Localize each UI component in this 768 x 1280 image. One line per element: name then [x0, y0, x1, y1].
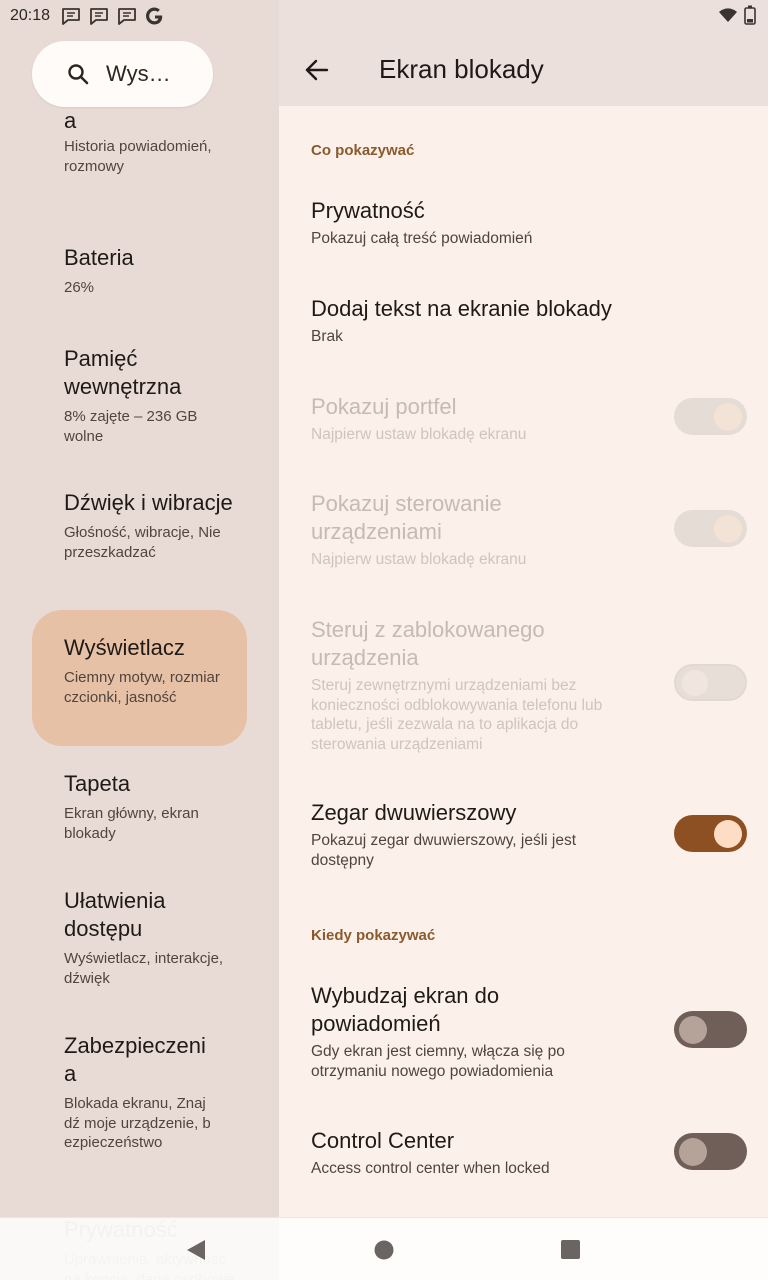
nav-item-sub: Wyświetlacz, interakcje, dźwięk [64, 950, 224, 987]
nav-item-title: Ułatwienia dostępu [64, 888, 166, 941]
search-label: Wys… [106, 61, 171, 86]
wallet-toggle [674, 398, 747, 435]
nav-item-display[interactable] [64, 634, 239, 707]
control-center-toggle[interactable] [674, 1133, 747, 1170]
nav-item-security[interactable] [64, 1032, 214, 1153]
status-bar [0, 0, 768, 32]
pref-summary: Pokazuj zegar dwuwierszowy, jeśli jest dostępny [311, 832, 577, 869]
search-settings-button[interactable] [32, 41, 213, 107]
settings-nav-pane [0, 0, 279, 1280]
pref-title: Steruj z zablokowanego urządzenia [311, 617, 545, 670]
pref-summary: Gdy ekran jest ciemny, włącza się po otrzymaniu nowego powiadomienia [311, 1043, 565, 1080]
nav-item-sub: 26% [64, 279, 95, 296]
google-icon [144, 5, 166, 27]
pref-privacy[interactable] [311, 197, 731, 249]
nav-recents-icon[interactable] [561, 1240, 580, 1259]
nav-item-title: Wyświetlacz [64, 635, 185, 660]
nav-item-sound[interactable] [64, 489, 239, 562]
nav-item-title: a [64, 108, 77, 133]
double-clock-toggle[interactable] [674, 815, 747, 852]
nav-home-icon[interactable] [374, 1240, 394, 1260]
nav-item-sub: 8% zajęte – 236 GB wolne [64, 408, 198, 445]
pref-summary: Pokazuj całą treść powiadomień [311, 230, 533, 247]
battery-icon [744, 5, 756, 25]
pref-summary: Najpierw ustaw blokadę ekranu [311, 551, 527, 568]
nav-item-sub: Ekran główny, ekran blokady [64, 805, 199, 842]
pref-double-clock[interactable] [311, 799, 621, 870]
section-header-when: Kiedy pokazywać [311, 927, 436, 944]
nav-item-sub: Historia powiadomień, rozmowy [64, 138, 212, 175]
nav-item-title: Dźwięk i wibracje [64, 490, 233, 515]
pref-add-text[interactable] [311, 295, 731, 347]
pref-title: Pokazuj sterowanie urządzeniami [311, 491, 502, 544]
pref-title: Wybudzaj ekran do powiadomień [311, 983, 500, 1036]
toggle-thumb [679, 1016, 707, 1044]
pref-title: Pokazuj portfel [311, 394, 457, 419]
toggle-thumb [714, 820, 742, 848]
pref-title: Dodaj tekst na ekranie blokady [311, 296, 612, 321]
search-icon [66, 62, 90, 86]
pref-title: Zegar dwuwierszowy [311, 800, 517, 825]
pref-title: Prywatność [311, 198, 425, 223]
pref-control-locked [311, 616, 631, 754]
section-header-what: Co pokazywać [311, 142, 415, 159]
nav-item-accessibility[interactable] [64, 887, 239, 988]
wake-screen-toggle[interactable] [674, 1011, 747, 1048]
pref-wake-screen[interactable] [311, 982, 601, 1081]
message-notification-icon [60, 5, 82, 27]
pref-summary: Brak [311, 328, 343, 345]
nav-item-wallpaper[interactable] [64, 770, 239, 843]
nav-item-sub: Blokada ekranu, Znajdź moje urządzenie, bezpieczeństwo [64, 1095, 211, 1151]
nav-item-battery[interactable] [64, 244, 239, 298]
pref-summary: Najpierw ustaw blokadę ekranu [311, 426, 527, 443]
device-controls-toggle [674, 510, 747, 547]
nav-item-storage[interactable] [64, 345, 239, 446]
nav-item-title: Tapeta [64, 771, 131, 796]
status-time: 20:18 [10, 7, 51, 24]
back-arrow-icon[interactable] [303, 56, 331, 84]
pref-device-controls [311, 490, 571, 570]
control-locked-toggle [674, 664, 747, 701]
nav-item-notifications[interactable] [64, 107, 239, 176]
message-notification-icon [88, 5, 110, 27]
nav-item-title: Pamięć wewnętrzna [64, 346, 182, 399]
nav-item-title: Zabezpieczenia [64, 1033, 206, 1086]
system-status-icons [718, 5, 756, 25]
pref-control-center[interactable] [311, 1127, 641, 1179]
wifi-icon [718, 6, 738, 24]
pref-summary: Steruj zewnętrznymi urządzeniami bez konieczności odblokowywania telefonu lub tabletu, jeśli zezwala na to aplikacja do sterowania urządzeniami [311, 677, 603, 753]
notification-icons [60, 5, 166, 27]
toggle-thumb [714, 515, 742, 543]
toggle-thumb [714, 403, 742, 431]
page-title: Ekran blokady [379, 54, 544, 84]
toggle-thumb [679, 1138, 707, 1166]
pref-wallet [311, 393, 641, 445]
nav-item-sub: Głośność, wibracje, Nie przeszkadzać [64, 524, 221, 561]
nav-back-icon[interactable] [186, 1239, 206, 1261]
pref-title: Control Center [311, 1128, 455, 1153]
system-navigation-bar [0, 1217, 768, 1280]
toggle-thumb [682, 670, 708, 696]
nav-item-title: Bateria [64, 245, 134, 270]
message-notification-icon [116, 5, 138, 27]
nav-item-sub: Ciemny motyw, rozmiar czcionki, jasność [64, 669, 220, 706]
pref-summary: Access control center when locked [311, 1160, 550, 1177]
